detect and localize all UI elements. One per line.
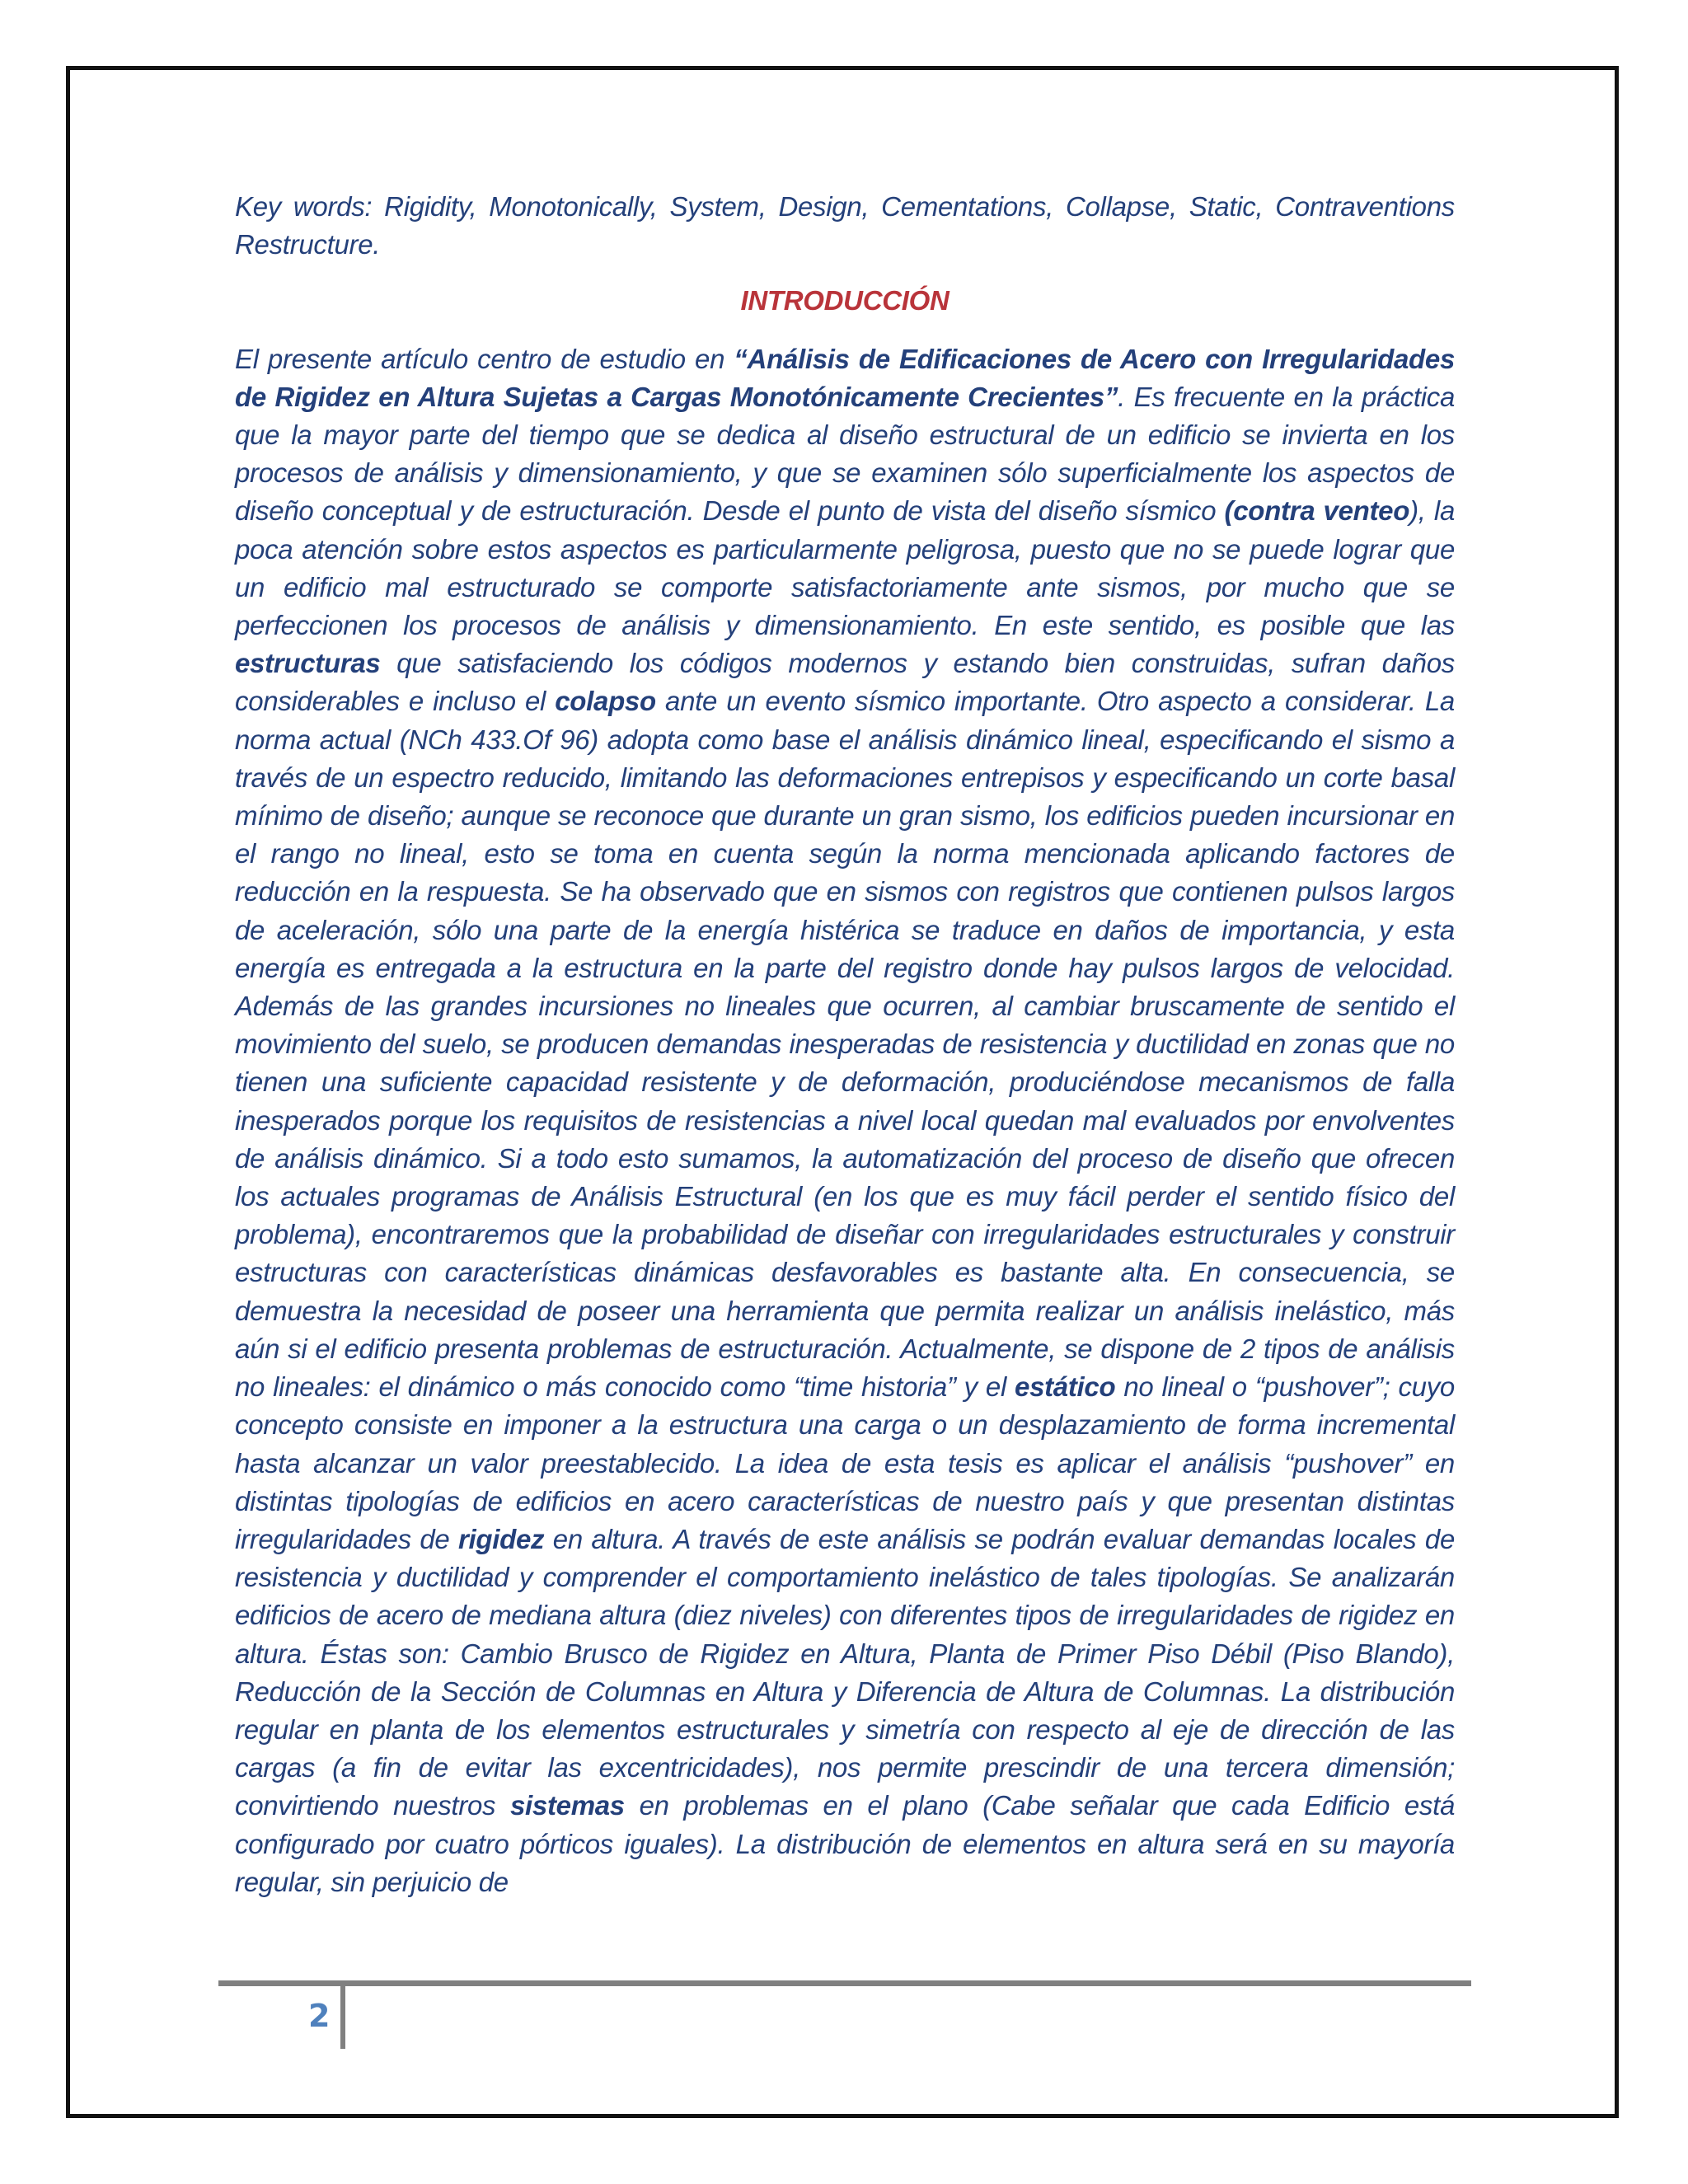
text-run: en problemas en el plano (Cabe señalar que cada Edificio está configurado por cuatro pórticos iguales). La distribución de elementos en altura será en su mayoría regular, sin perjuicio de bbox=[235, 1790, 1456, 1897]
text-run: ), la poca atención sobre estos aspectos es particularmente peligrosa, puesto que no se puede lograr que un edificio mal estructurado se comporte satisfactoriamente ante sismos, por mucho que se perfeccionen los procesos de análisis y dimensionamiento. En este sentido, es posible que las bbox=[235, 495, 1455, 641]
text-run: que satisfaciendo los códigos modernos y estando bien construidas, sufran daños considerables e incluso el bbox=[235, 648, 1455, 717]
document-body bbox=[235, 188, 1455, 1901]
keywords-paragraph: Key words: Rigidity, Monotonically, System, Design, Cementations, Collapse, Static, Contraventions Restructure. bbox=[235, 191, 1455, 260]
page-number: 2 bbox=[308, 1998, 331, 2034]
bold-term: (contra venteo bbox=[1224, 495, 1410, 527]
text-run: . Es frecuente en la práctica que la mayor parte del tiempo que se dedica al diseño estructural de un edificio se invierta en los procesos de análisis y dimensionamiento, y que se examinen sólo superficialmente los aspectos de diseño conceptual y de estructuración. Desde el punto de vista del diseño sísmico bbox=[235, 381, 1456, 527]
bold-term: estático bbox=[1015, 1371, 1116, 1403]
footer-rule bbox=[218, 1980, 1471, 1986]
bold-term: sistemas bbox=[509, 1790, 625, 1821]
introduction-paragraph bbox=[235, 340, 1455, 1901]
text-run: El presente artículo centro de estudio en bbox=[235, 343, 734, 374]
text-run: ante un evento sísmico importante. Otro aspecto a considerar. La norma actual (NCh 433.Of 96) adopta como base el análisis dinámico lineal, especificando el sismo a través de un espectro reducido, limitando las deformaciones entrepisos y especificando un corte basal mínimo de diseño; aunque se reconoce que durante un gran sismo, los edificios pueden incursionar en el rango no lineal, esto se toma en cuenta según la norma mencionada aplicando factores de reducción en la respuesta. Se ha observado que en sismos con registros que contienen pulsos largos de aceleración, sólo una parte de la energía histérica se traduce en daños de importancia, y esta energía es entregada a la estructura en la parte del registro donde hay pulsos largos de velocidad. Además de las grandes incursiones no lineales que ocurren, al cambiar bruscamente de sentido el movimiento del suelo, se producen demandas inesperadas de resistencia y ductilidad en zonas que no tienen una suficiente capacidad resistente y de deformación, produciéndose mecanismos de falla inesperados porque los requisitos de resistencias a nivel local quedan mal evaluados por envolventes de análisis dinámico. Si a todo esto sumamos, la automatización del proceso de diseño que ofrecen los actuales programas de Análisis Estructural (en los que es muy fácil perder el sentido físico del problema), encontraremos que la probabilidad de diseñar con irregularidades estructurales y construir estructuras con características dinámicas desfavorables es bastante alta. En consecuencia, se demuestra la necesidad de poseer una herramienta que permita realizar un análisis inelástico, más aún si el edificio presenta problemas de estructuración. Actualmente, se dispone de 2 tipos de análisis no lineales: el dinámico o más conocido como “time historia” y el bbox=[235, 686, 1455, 1403]
bold-term: colapso bbox=[555, 686, 656, 717]
footer-divider bbox=[340, 1986, 345, 2049]
text-run: no lineal o “pushover”; cuyo concepto consiste en imponer a la estructura una carga o un desplazamiento de forma incremental hasta alcanzar un valor preestablecido. La idea de esta tesis es aplicar el análisis “pushover” en distintas tipologías de edificios en acero características de nuestro país y que presentan distintas irregularidades de bbox=[235, 1371, 1455, 1554]
article-title-emphasis: “Análisis de Edificaciones de Acero con Irregularidades de Rigidez en Altura Sujetas a Cargas Monotónicamente Crecientes” bbox=[235, 343, 1455, 412]
text-run: en altura. A través de este análisis se podrán evaluar demandas locales de resistencia y ductilidad y comprender el comportamiento inelástico de tales tipologías. Se analizarán edificios de acero de mediana altura (diez niveles) con diferentes tipos de irregularidades de rigidez en altura. Éstas son: Cambio Brusco de Rigidez en Altura, Planta de Primer Piso Débil (Piso Blando), Reducción de la Sección de Columnas en Altura y Diferencia de Altura de Columnas. La distribución regular en planta de los elementos estructurales y simetría con respecto al eje de dirección de las cargas (a fin de evitar las excentricidades), nos permite prescindir de una tercera dimensión; convirtiendo nuestros bbox=[235, 1523, 1455, 1821]
bold-term: rigidez bbox=[457, 1523, 545, 1554]
section-heading: INTRODUCCIÓN bbox=[740, 285, 950, 316]
bold-term: estructuras bbox=[235, 648, 381, 679]
